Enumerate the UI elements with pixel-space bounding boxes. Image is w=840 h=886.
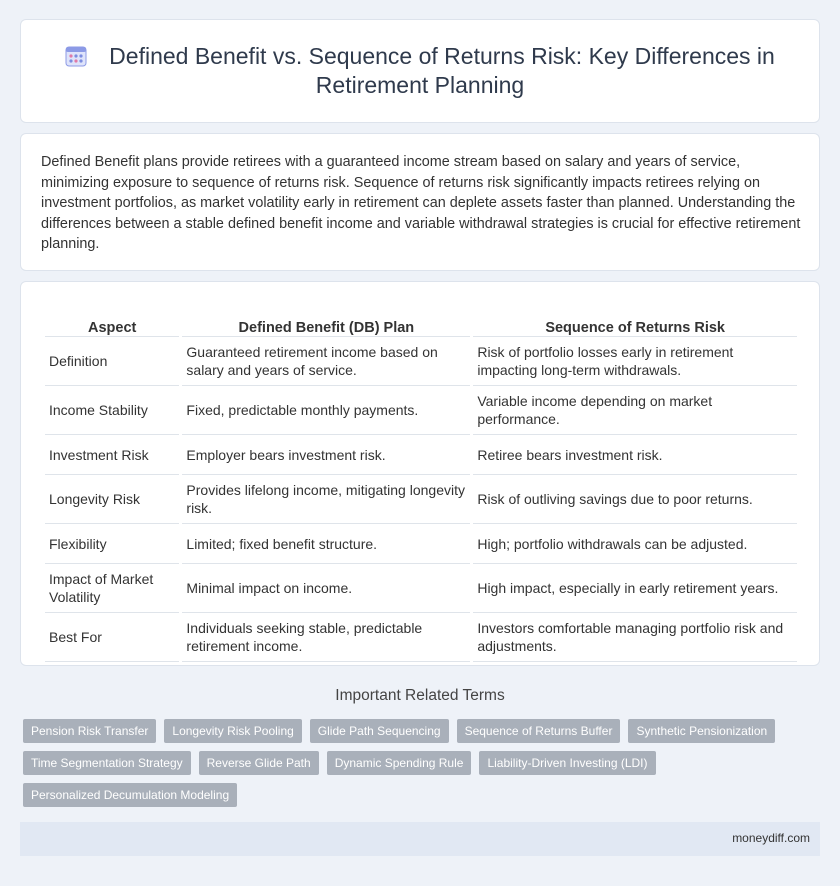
table-row	[45, 613, 797, 662]
column-header: Defined Benefit (DB) Plan	[182, 316, 470, 337]
table-cell: Fixed, predictable monthly payments.	[182, 386, 470, 435]
table-cell: Flexibility	[45, 524, 179, 564]
calendar-grid-icon	[65, 45, 87, 67]
table-cell: Risk of portfolio losses early in retirement impacting long-term withdrawals.	[473, 337, 797, 386]
table-row	[45, 564, 797, 613]
related-term-tag[interactable]: Glide Path Sequencing	[310, 719, 449, 743]
table-cell: Impact of Market Volatility	[45, 564, 179, 613]
table-row	[45, 475, 797, 524]
table-cell: Limited; fixed benefit structure.	[182, 524, 470, 564]
table-cell: Employer bears investment risk.	[182, 435, 470, 475]
related-term-tag[interactable]: Synthetic Pensionization	[628, 719, 775, 743]
table-cell: High; portfolio withdrawals can be adjusted.	[473, 524, 797, 564]
table-cell: Minimal impact on income.	[182, 564, 470, 613]
related-term-tag[interactable]: Sequence of Returns Buffer	[457, 719, 621, 743]
table-row	[45, 337, 797, 386]
comparison-table	[42, 316, 800, 662]
table-cell: Income Stability	[45, 386, 179, 435]
related-term-tag[interactable]: Pension Risk Transfer	[23, 719, 156, 743]
footer	[20, 822, 820, 856]
related-term-tag[interactable]: Personalized Decumulation Modeling	[23, 783, 237, 807]
table-row	[45, 435, 797, 475]
column-header: Sequence of Returns Risk	[473, 316, 797, 337]
intro-paragraph: Defined Benefit plans provide retirees with a guaranteed income stream based on salary and years of service, minimizing exposure to sequence of returns risk. Sequence of returns risk significantly impacts retirees relying on investment portfolios, as market volatility early in retirement can deplete assets faster than planned. Understanding the differences between a stable defined benefit income and variable withdrawal strategies is crucial for effective retirement planning.	[41, 154, 801, 252]
related-terms-title: Important Related Terms	[335, 687, 505, 704]
column-header: Aspect	[45, 316, 179, 337]
comparison-card	[20, 281, 820, 666]
table-cell: Investment Risk	[45, 435, 179, 475]
table-cell: Best For	[45, 613, 179, 662]
page-title-text: Defined Benefit vs. Sequence of Returns Risk: Key Differences in Retirement Planning	[109, 43, 775, 98]
related-term-tag[interactable]: Longevity Risk Pooling	[164, 719, 301, 743]
footer-site-link[interactable]: moneydiff.com	[732, 831, 810, 845]
table-cell: Longevity Risk	[45, 475, 179, 524]
related-term-tag[interactable]: Reverse Glide Path	[199, 751, 319, 775]
table-cell: Retiree bears investment risk.	[473, 435, 797, 475]
table-cell: High impact, especially in early retirement years.	[473, 564, 797, 613]
header-card	[20, 19, 820, 123]
related-term-tag[interactable]: Dynamic Spending Rule	[327, 751, 472, 775]
table-row	[45, 386, 797, 435]
related-terms-list	[23, 719, 813, 807]
table-cell: Guaranteed retirement income based on salary and years of service.	[182, 337, 470, 386]
table-cell: Individuals seeking stable, predictable retirement income.	[182, 613, 470, 662]
table-row	[45, 524, 797, 564]
table-cell: Variable income depending on market performance.	[473, 386, 797, 435]
related-term-tag[interactable]: Liability-Driven Investing (LDI)	[479, 751, 655, 775]
page-title	[61, 42, 779, 100]
table-cell: Investors comfortable managing portfolio risk and adjustments.	[473, 613, 797, 662]
table-header-row	[45, 316, 797, 337]
table-cell: Provides lifelong income, mitigating longevity risk.	[182, 475, 470, 524]
related-term-tag[interactable]: Time Segmentation Strategy	[23, 751, 191, 775]
table-cell: Risk of outliving savings due to poor returns.	[473, 475, 797, 524]
table-cell: Definition	[45, 337, 179, 386]
intro-card	[20, 133, 820, 271]
